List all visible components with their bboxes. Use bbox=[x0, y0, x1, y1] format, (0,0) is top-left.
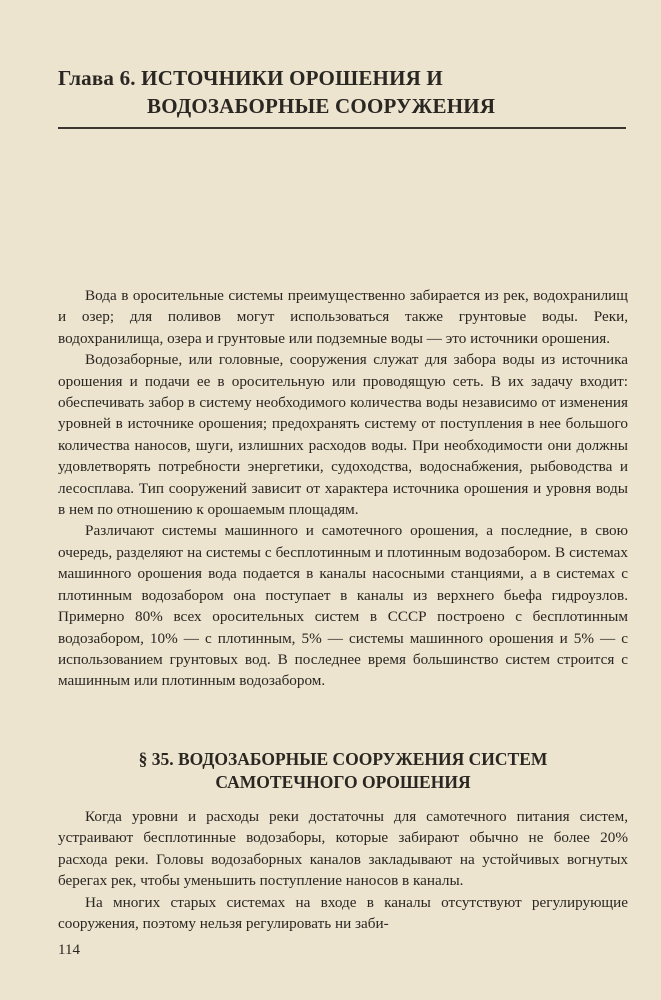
heading-rule bbox=[58, 127, 626, 129]
section-paragraph-1: Когда уровни и расходы реки достаточны для самотечного питания систем, устраивают бесплотинные водозаборы, которые забирают обычно не более 20% расхода реки. Головы водозаборных каналов закладывают на устойчивых вогнутых берегах рек, чтобы уменьшить поступление наносов в каналы. bbox=[58, 808, 628, 890]
section-title-line-1: § 35. ВОДОЗАБОРНЫЕ СООРУЖЕНИЯ СИСТЕМ bbox=[138, 749, 548, 769]
section-heading bbox=[58, 748, 628, 794]
chapter-title-line-2: ВОДОЗАБОРНЫЕ СООРУЖЕНИЯ bbox=[147, 94, 496, 118]
section-text bbox=[58, 806, 628, 934]
chapter-title-line-1: Глава 6. ИСТОЧНИКИ ОРОШЕНИЯ И bbox=[58, 66, 443, 90]
chapter-heading bbox=[58, 64, 638, 120]
intro-text bbox=[58, 285, 628, 692]
section-title-line-2: САМОТЕЧНОГО ОРОШЕНИЯ bbox=[215, 772, 471, 792]
intro-paragraph-2: Водозаборные, или головные, сооружения служат для забора воды из источника орошения и подачи ее в оросительную или проводящую сеть. В их задачу входит: обеспечивать забор в систему необходимого количества воды независимо от изменения уровней в источнике орошения; предохранять систему от поступления в нее большого количества наносов, шуги, излишних расходов воды. При необходимости они должны удовлетворять потребности энергетики, судоходства, водоснабжения, рыбоводства и лесосплава. Тип сооружений зависит от характера источника орошения и уровня воды в нем по отношению к орошаемым площадям. bbox=[58, 351, 628, 519]
page-number: 114 bbox=[58, 942, 80, 958]
intro-paragraph-1: Вода в оросительные системы преимущественно забирается из рек, водохранилищ и озер; для поливов могут использоваться также грунтовые воды. Реки, водохранилища, озера и грунтовые или подземные воды — это источники орошения. bbox=[58, 287, 628, 347]
section-paragraph-2: На многих старых системах на входе в каналы отсутствуют регулирующие сооружения, поэтому нельзя регулировать ни заби- bbox=[58, 893, 628, 933]
intro-paragraph-3: Различают системы машинного и самотечного орошения, а последние, в свою очередь, разделяют на системы с бесплотинным и плотинным водозабором. В системах машинного орошения вода подается в каналы насосными станциями, а в системах с плотинным водозабором она поступает в каналы из верхнего бьефа гидроузлов. Примерно 80% всех оросительных систем в СССР построено с бесплотинным водозабором, 10% — с плотинным, 5% — системы машинного орошения и 5% — с использованием грунтовых вод. В последнее время большинство систем строится с машинным или плотинным водозабором. bbox=[58, 522, 628, 690]
